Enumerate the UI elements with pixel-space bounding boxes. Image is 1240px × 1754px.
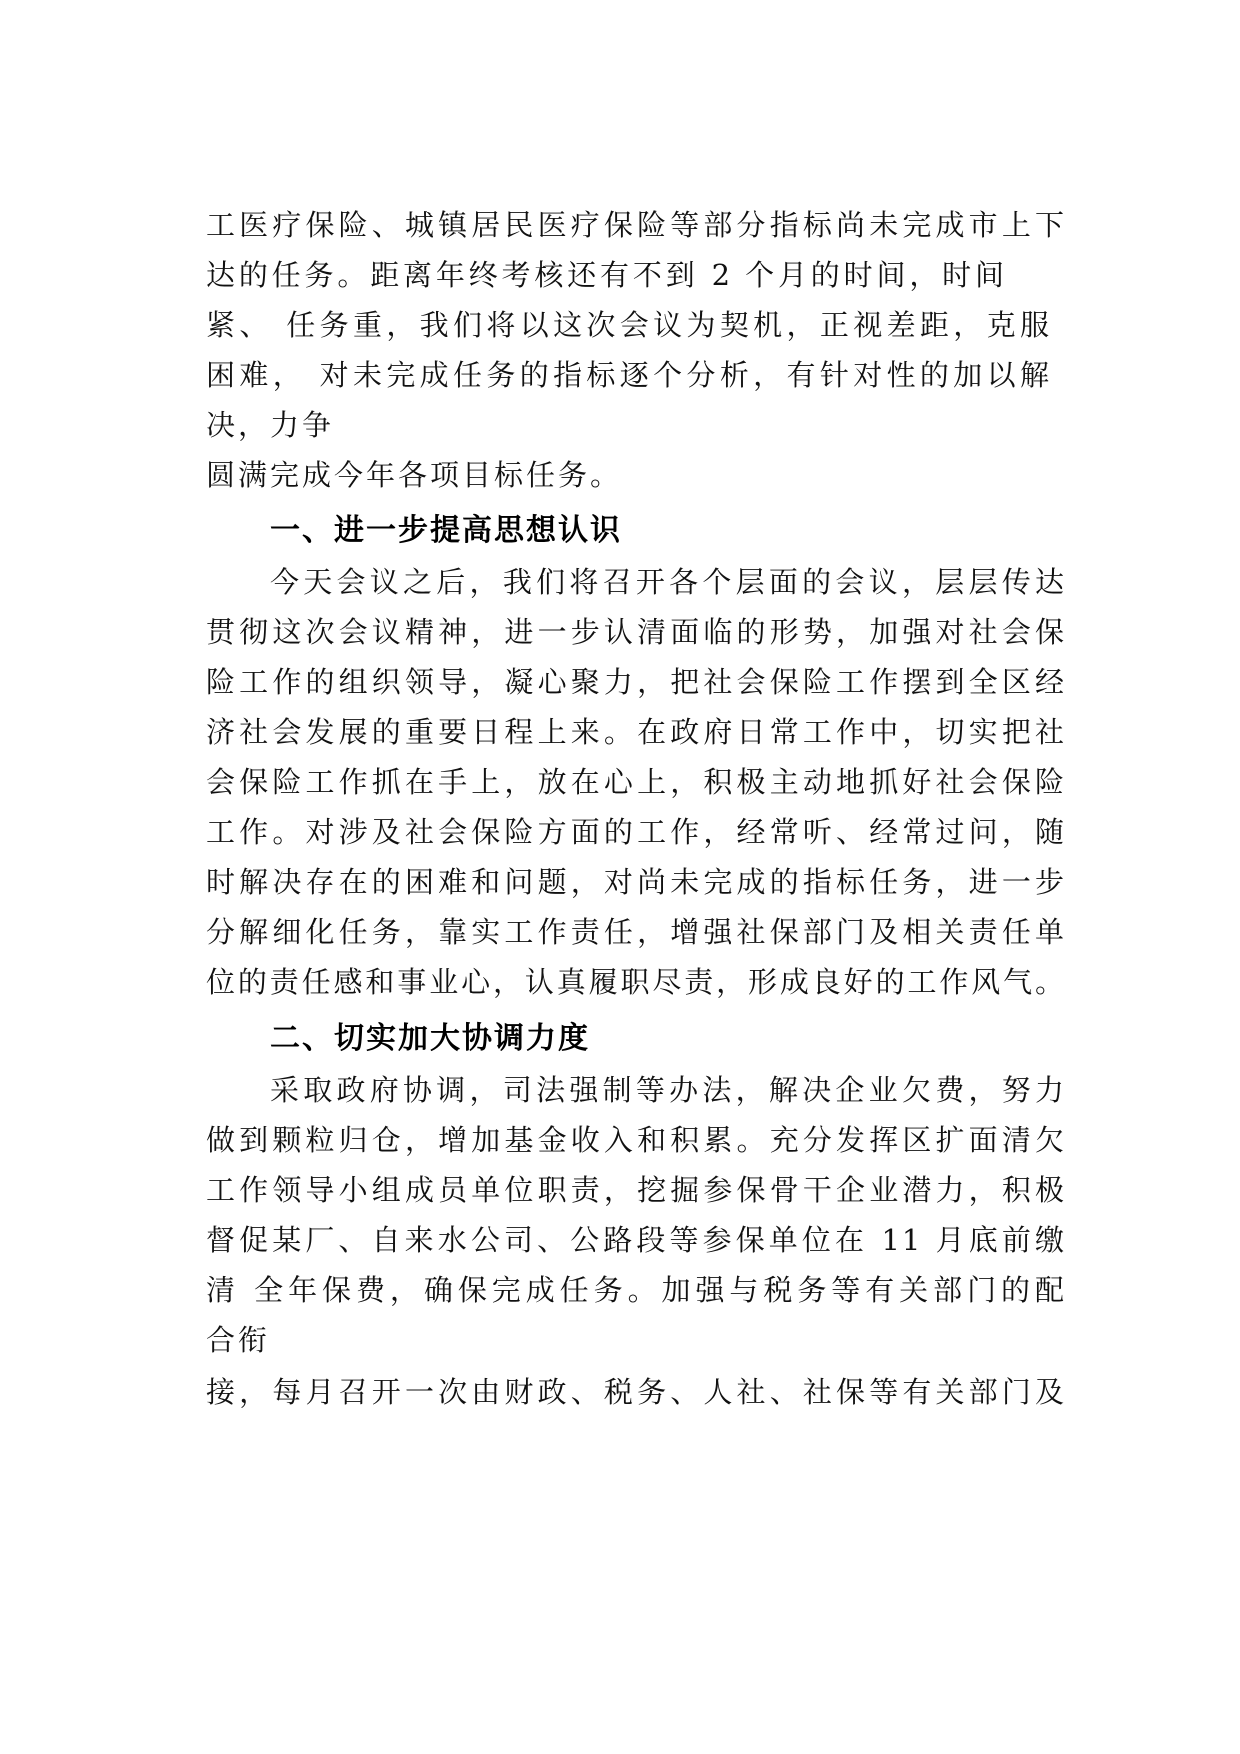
text-line: 达的任务。距离年终考核还有不到 2 个月的时间，时间 bbox=[206, 258, 1006, 292]
text-line: 济社会发展的重要日程上来。在政府日常工作中，切实把社 bbox=[206, 715, 1066, 749]
text-line: 险工作的组织领导，凝心聚力，把社会保险工作摆到全区经 bbox=[206, 665, 1066, 699]
text-line: 采取政府协调，司法强制等办法，解决企业欠费，努力 bbox=[270, 1073, 1066, 1107]
text-line: 合衔 bbox=[206, 1323, 271, 1357]
text-line: 圆满完成今年各项目标任务。 bbox=[206, 458, 623, 492]
text-line: 督促某厂、自来水公司、公路段等参保单位在 11 月底前缴 bbox=[206, 1223, 1066, 1257]
text-line: 紧、 任务重，我们将以这次会议为契机，正视差距，克服 bbox=[206, 308, 1051, 342]
text-line: 会保险工作抓在手上，放在心上，积极主动地抓好社会保险 bbox=[206, 765, 1066, 799]
text-line: 做到颗粒归仓，增加基金收入和积累。充分发挥区扩面清欠 bbox=[206, 1123, 1066, 1157]
text-line: 今天会议之后，我们将召开各个层面的会议，层层传达 bbox=[270, 565, 1066, 599]
text-line: 工作。对涉及社会保险方面的工作，经常听、经常过问，随 bbox=[206, 815, 1066, 849]
text-line: 决，力争 bbox=[206, 408, 335, 442]
section-heading: 二、切实加大协调力度 bbox=[270, 1021, 590, 1056]
text-line: 接，每月召开一次由财政、税务、人社、社保等有关部门及 bbox=[206, 1375, 1066, 1409]
text-line: 位的责任感和事业心，认真履职尽责，形成良好的工作风气。 bbox=[206, 965, 1066, 999]
text-line: 清 全年保费，确保完成任务。加强与税务等有关部门的配 bbox=[206, 1273, 1066, 1307]
text-line: 困难， 对未完成任务的指标逐个分析，有针对性的加以解 bbox=[206, 358, 1051, 392]
text-line: 工作领导小组成员单位职责，挖掘参保骨干企业潜力，积极 bbox=[206, 1173, 1066, 1207]
text-line: 工医疗保险、城镇居民医疗保险等部分指标尚未完成市上下 bbox=[206, 208, 1066, 242]
text-line: 贯彻这次会议精神，进一步认清面临的形势，加强对社会保 bbox=[206, 615, 1066, 649]
text-line: 分解细化任务，靠实工作责任，增强社保部门及相关责任单 bbox=[206, 915, 1066, 949]
text-line: 时解决存在的困难和问题，对尚未完成的指标任务，进一步 bbox=[206, 865, 1066, 899]
section-heading: 一、进一步提高思想认识 bbox=[270, 513, 622, 548]
